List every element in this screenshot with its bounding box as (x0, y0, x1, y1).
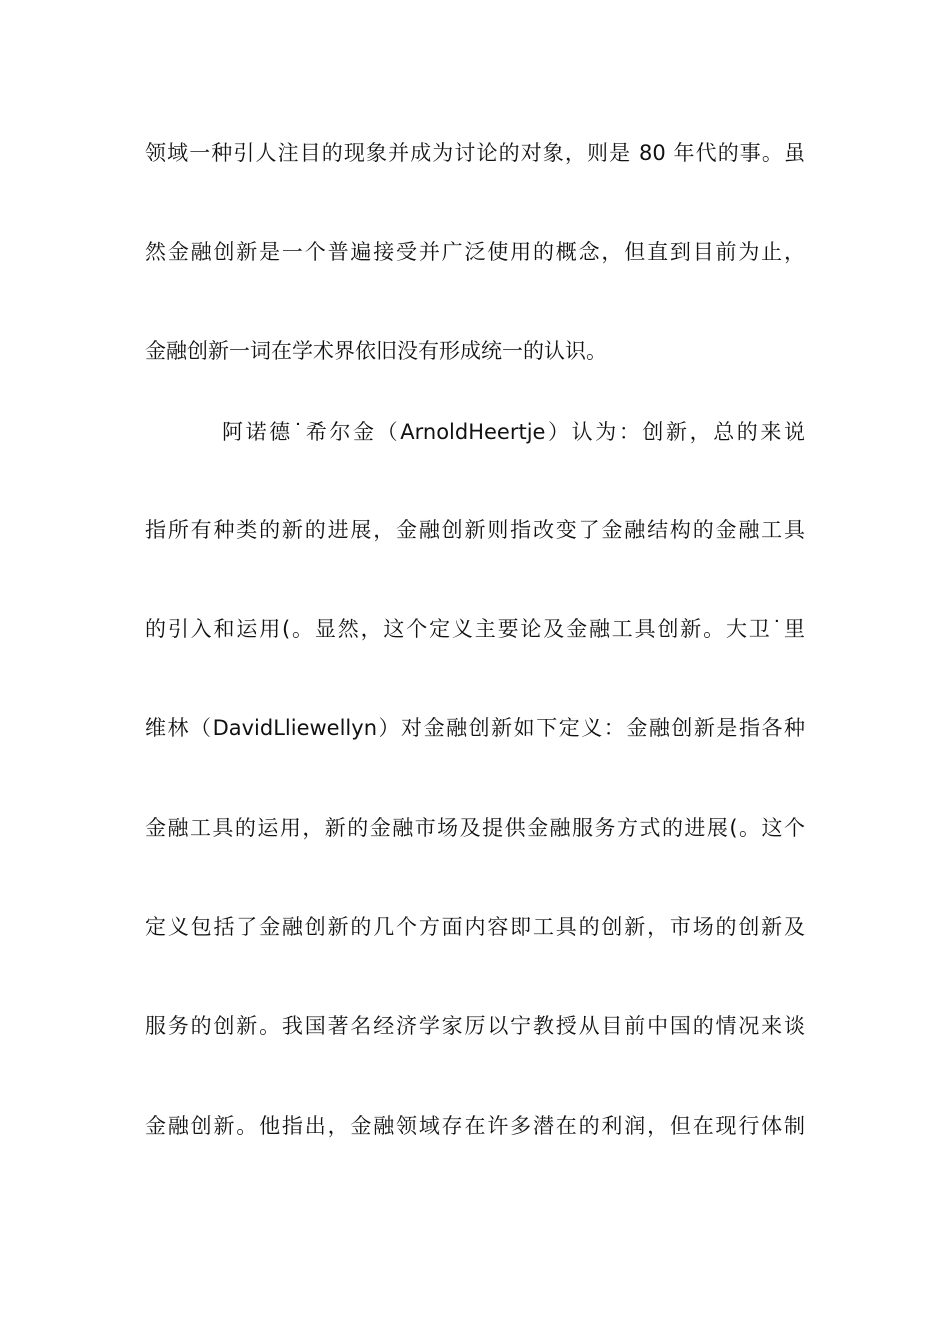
paragraph-line: 然金融创新是一个普遍接受并广泛使用的概念，但直到目前为止， (145, 240, 805, 264)
paragraph-line: 维林（DavidLliewellyn）对金融创新如下定义：金融创新是指各种 (145, 716, 805, 740)
paragraph-line: 金融工具的运用，新的金融市场及提供金融服务方式的进展(。这个 (145, 816, 805, 840)
paragraph-line: 金融创新一词在学术界依旧没有形成统一的认识。 (145, 339, 607, 363)
paragraph-line: 指所有种类的新的进展，金融创新则指改变了金融结构的金融工具 (145, 518, 805, 542)
paragraph-line: 金融创新。他指出，金融领域存在许多潜在的利润，但在现行体制 (145, 1114, 805, 1138)
paragraph-line: 服务的创新。我国著名经济学家厉以宁教授从目前中国的情况来谈 (145, 1014, 805, 1038)
paragraph-line: 阿诺德˙希尔金（ArnoldHeertje）认为：创新，总的来说 (222, 420, 805, 444)
paragraph-line: 定义包括了金融创新的几个方面内容即工具的创新，市场的创新及 (145, 915, 805, 939)
paragraph-line: 的引入和运用(。显然，这个定义主要论及金融工具创新。大卫˙里 (145, 617, 805, 641)
paragraph-line: 领域一种引人注目的现象并成为讨论的对象，则是 80 年代的事。虽 (145, 141, 805, 165)
